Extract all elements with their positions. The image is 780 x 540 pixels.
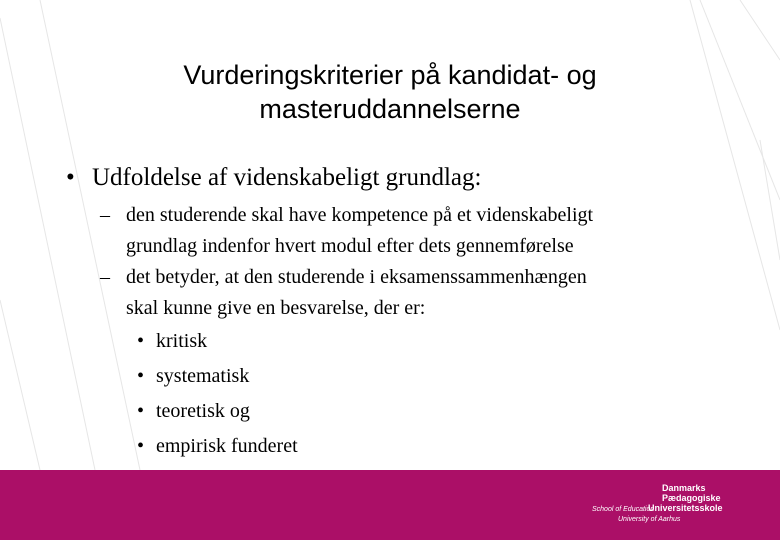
university-logo bbox=[590, 482, 740, 528]
sub-sub-bullet-text: kritisk bbox=[156, 330, 208, 352]
bullet-marker: • bbox=[137, 400, 145, 422]
sub-sub-bullet-text: teoretisk og bbox=[156, 400, 250, 422]
title-line: masteruddannelserne bbox=[259, 94, 521, 124]
logo-university: University of Aarhus bbox=[618, 516, 681, 523]
sub-bullet-line: det betyder, at den studerende i eksamenssammenhængen bbox=[126, 266, 587, 288]
sub-bullet-line: skal kunne give en besvarelse, der er: bbox=[126, 297, 426, 319]
logo-name-line: Danmarks bbox=[662, 483, 706, 493]
sub-sub-bullet-text: empirisk funderet bbox=[156, 435, 298, 457]
logo-school: School of Education bbox=[592, 506, 655, 513]
title-line: Vurderingskriterier på kandidat- og bbox=[183, 60, 597, 90]
dash-marker: – bbox=[100, 204, 110, 226]
bullet-text: Udfoldelse af videnskabeligt grundlag: bbox=[92, 164, 482, 191]
bullet-marker: • bbox=[137, 365, 145, 387]
sub-sub-bullet-text: systematisk bbox=[156, 365, 250, 387]
logo-name-line: Universitetsskole bbox=[648, 503, 723, 513]
bullet-marker: • bbox=[137, 330, 145, 352]
dash-marker: – bbox=[100, 266, 110, 288]
sub-bullet-line: den studerende skal have kompetence på et videnskabeligt bbox=[126, 204, 594, 226]
bullet-marker: • bbox=[137, 435, 145, 457]
bullet-marker: • bbox=[66, 164, 75, 191]
logo-name-line: Pædagogiske bbox=[662, 493, 721, 503]
sub-bullet-line: grundlag indenfor hvert modul efter dets gennemførelse bbox=[126, 235, 574, 257]
